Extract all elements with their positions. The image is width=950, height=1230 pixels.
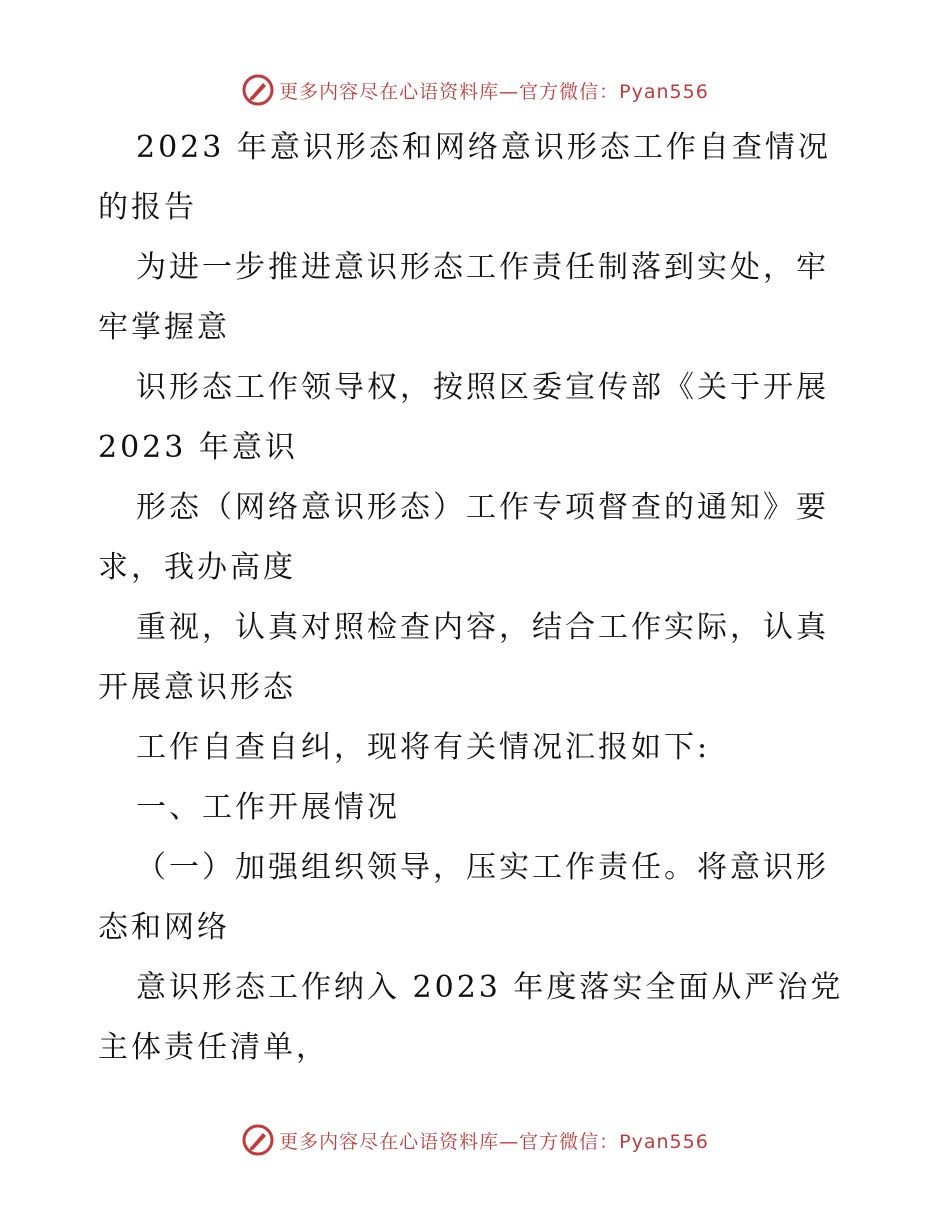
doc-line: 求，我办高度 bbox=[98, 550, 296, 585]
doc-line: 主体责任清单， bbox=[98, 1030, 329, 1065]
document-body bbox=[98, 118, 858, 1078]
header-banner bbox=[0, 70, 950, 110]
pen-logo-icon bbox=[241, 73, 275, 107]
doc-line: 2023 年意识 bbox=[98, 430, 298, 465]
section-heading: 一、工作开展情况 bbox=[136, 790, 400, 825]
doc-line: 工作自查自纠，现将有关情况汇报如下: bbox=[136, 730, 711, 765]
header-banner-label: 更多内容尽在心语资料库—官方微信： bbox=[279, 80, 620, 103]
doc-line: 识形态工作领导权，按照区委宣传部《关于开展 bbox=[136, 370, 829, 405]
doc-line: 为进一步推进意识形态工作责任制落到实处，牢 bbox=[136, 250, 829, 285]
doc-line: 态和网络 bbox=[98, 910, 230, 945]
doc-line: 重视，认真对照检查内容，结合工作实际，认真 bbox=[136, 610, 829, 645]
footer-wechat-handle: Pyan556 bbox=[619, 1130, 709, 1153]
doc-line: （一）加强组织领导，压实工作责任。将意识形 bbox=[136, 850, 829, 885]
header-wechat-handle: Pyan556 bbox=[619, 80, 709, 103]
footer-banner-text bbox=[279, 1127, 709, 1154]
doc-line: 形态（网络意识形态）工作专项督查的通知》要 bbox=[136, 490, 829, 525]
doc-line: 意识形态工作纳入 2023 年度落实全面从严治党 bbox=[136, 970, 844, 1005]
footer-banner-label: 更多内容尽在心语资料库—官方微信： bbox=[279, 1130, 620, 1153]
header-banner-text bbox=[279, 77, 709, 104]
doc-line: 开展意识形态 bbox=[98, 670, 296, 705]
pen-logo-icon bbox=[241, 1123, 275, 1157]
footer-banner bbox=[0, 1120, 950, 1160]
doc-line-title-2: 的报告 bbox=[98, 190, 197, 225]
doc-line: 牢掌握意 bbox=[98, 310, 230, 345]
doc-line-title-1: 2023 年意识形态和网络意识形态工作自查情况 bbox=[136, 130, 831, 165]
